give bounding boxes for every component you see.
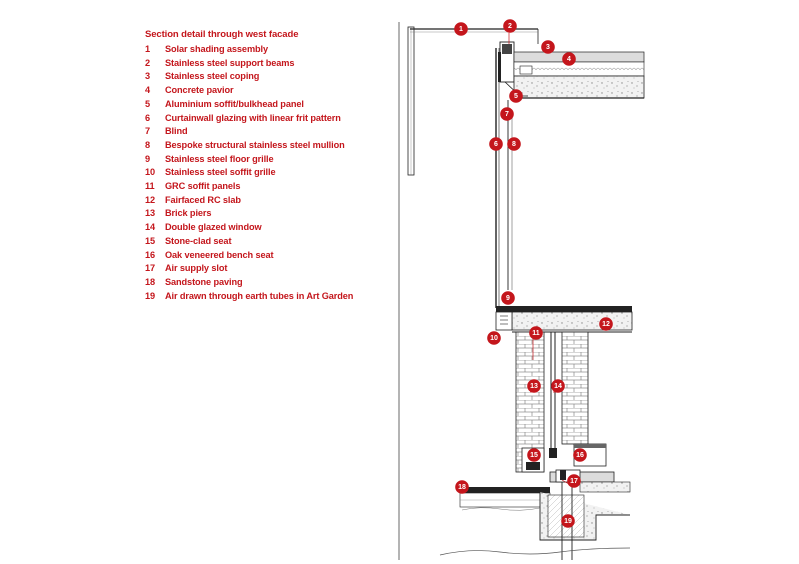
legend-item-number: 3 — [145, 71, 151, 82]
callout-label: 5 — [514, 93, 518, 100]
legend-item-text: Concrete pavior — [165, 85, 234, 96]
callout-17 — [567, 474, 581, 488]
legend-item-number: 14 — [145, 222, 156, 233]
roof-buildup — [498, 42, 644, 98]
legend-item-text: Sandstone paving — [165, 276, 243, 287]
legend-item-text: Stainless steel coping — [165, 71, 260, 82]
legend-item-text: Stainless steel support beams — [165, 57, 295, 68]
callout-label: 7 — [505, 111, 509, 118]
callout-16 — [573, 448, 587, 462]
legend-item-text: Stainless steel floor grille — [165, 153, 274, 164]
callout-label: 8 — [512, 141, 516, 148]
callout-9 — [501, 291, 515, 305]
legend-item-number: 16 — [145, 249, 156, 260]
legend-item-number: 19 — [145, 290, 156, 301]
callout-7 — [500, 107, 514, 121]
legend-title: Section detail through west facade — [145, 29, 299, 40]
callout-label: 16 — [576, 452, 584, 459]
callout-19 — [561, 514, 575, 528]
callout-label: 1 — [459, 26, 463, 33]
legend-item-text: Brick piers — [165, 208, 212, 219]
legend-item-number: 15 — [145, 235, 156, 246]
callout-label: 14 — [554, 383, 562, 390]
legend-item-number: 11 — [145, 181, 155, 192]
callout-label: 15 — [530, 452, 538, 459]
legend-item-text: Air drawn through earth tubes in Art Garden — [165, 290, 354, 301]
legend-item-number: 1 — [145, 44, 151, 54]
callout-4 — [562, 52, 576, 66]
callout-1 — [454, 22, 468, 36]
legend-item-text: Fairfaced RC slab — [165, 194, 241, 205]
callout-label: 17 — [570, 478, 578, 485]
legend-item-text: Stone-clad seat — [165, 235, 232, 246]
legend-item-text: Double glazed window — [165, 222, 262, 233]
callout-11 — [529, 326, 543, 340]
legend-item-number: 5 — [145, 98, 151, 109]
callout-label: 6 — [494, 141, 498, 148]
legend-item-number: 2 — [145, 57, 151, 68]
callout-14 — [551, 379, 565, 393]
callout-8 — [507, 137, 521, 151]
legend-item-text: Blind — [165, 126, 188, 137]
base-foundation — [540, 470, 630, 560]
legend-item-text: Air supply slot — [165, 263, 228, 274]
callout-18 — [455, 480, 469, 494]
curtainwall-glazing — [496, 48, 512, 308]
callout-label: 11 — [532, 330, 540, 337]
legend-item-text: GRC soffit panels — [165, 181, 241, 192]
legend-item-number: 6 — [145, 112, 151, 123]
legend-item-text: Bespoke structural stainless steel mullion — [165, 139, 345, 150]
callout-label: 13 — [530, 383, 538, 390]
callout-5 — [509, 89, 523, 103]
legend-item-text: Solar shading assembly — [165, 44, 268, 54]
legend-item-text: Aluminium soffit/bulkhead panel — [165, 98, 304, 109]
legend-item-number: 4 — [145, 85, 151, 96]
callout-label: 3 — [546, 44, 550, 51]
sandstone-paving — [460, 487, 550, 507]
callout-15 — [527, 448, 541, 462]
legend-item-text: Oak veneered bench seat — [165, 249, 274, 260]
callout-2 — [503, 19, 517, 33]
callout-13 — [527, 379, 541, 393]
callout-3 — [541, 40, 555, 54]
callout-12 — [599, 317, 613, 331]
legend-item-number: 8 — [145, 139, 151, 150]
legend-item-number: 7 — [145, 126, 151, 137]
callout-label: 18 — [458, 484, 466, 491]
legend-item-number: 13 — [145, 208, 156, 219]
legend-item-number: 9 — [145, 153, 151, 164]
legend-item-text: Stainless steel soffit grille — [165, 167, 276, 178]
double-glazed-window — [549, 332, 557, 458]
legend-item-number: 17 — [145, 263, 156, 274]
floor-slab — [496, 306, 632, 332]
callout-label: 2 — [508, 23, 512, 30]
callout-label: 10 — [490, 335, 498, 342]
callout-label: 12 — [602, 321, 610, 328]
callout-label: 19 — [564, 518, 572, 525]
callout-10 — [487, 331, 501, 345]
callout-label: 9 — [506, 295, 510, 302]
legend-item-number: 10 — [145, 167, 156, 178]
legend-item-number: 12 — [145, 194, 156, 205]
legend-item-text: Curtainwall glazing with linear frit pattern — [165, 112, 341, 123]
legend-item-number: 18 — [145, 276, 156, 287]
callout-6 — [489, 137, 503, 151]
callout-label: 4 — [567, 56, 571, 63]
